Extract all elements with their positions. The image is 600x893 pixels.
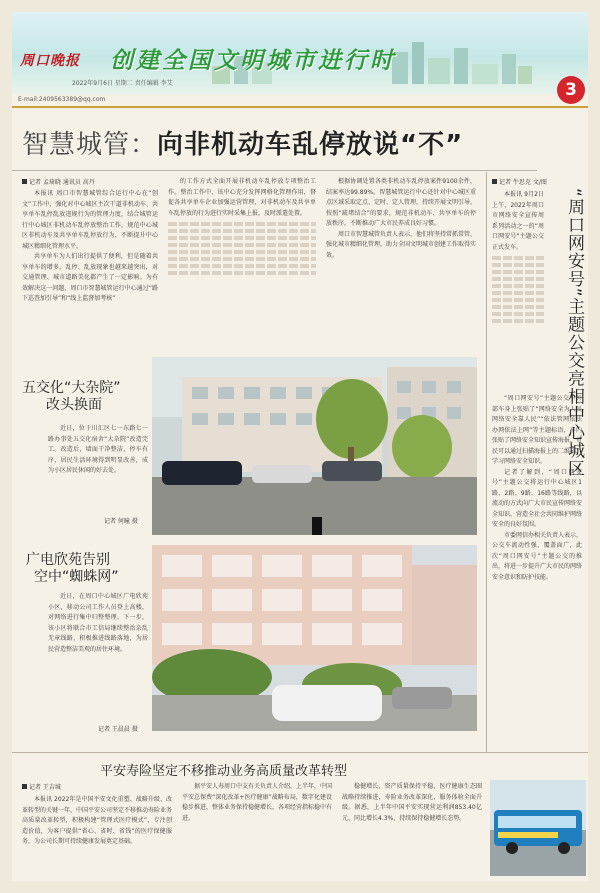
header-rule — [12, 106, 588, 108]
article1-byline: 记者 孟琦晓 通讯员 高丹 — [22, 177, 95, 186]
newspaper-logo: 周口晚报 — [20, 53, 80, 69]
article5-title: 平安寿险坚定不移推动业务高质量改革转型 — [100, 764, 348, 779]
article2-title: 五交化“大杂院” 改头换面 — [22, 380, 121, 413]
article2-body: 近日，位于川汇区七一东路七一路办事处五交化宿舍“大杂院”改造完工。改造后，墙面干净整洁，停车有序，居民生活环境得到明显改善，成为小区居民休闲的好去处。 — [48, 425, 148, 474]
courtyard-photo — [152, 357, 477, 535]
article4-column-top: 本报讯 9月2日上午，2022年周口市网络安全宣传周系列活动之一的“周口网安号”主题公交正式发车。 — [492, 190, 544, 386]
article3-title: 广电欣苑告别 空中“蜘蛛网” — [26, 552, 119, 585]
article2-photo-credit: 记者 何曈 摄 — [104, 518, 138, 525]
article5-column-1: 本报讯 2022年是中国平安文化重塑、战略升级、改革转型的关键一年，中国平安公司坚定不移推动寿险业务高质量改革转型，积极构建“管理式医疗模式”，专注创造价值，为客户提供“省心、省时、省钱”的医疗保健服务，为公司长期可持续健康发展奠定基础。 — [22, 796, 172, 845]
page-number-badge: 3 — [557, 76, 585, 104]
divider — [12, 170, 537, 171]
section-divider — [12, 752, 588, 753]
newspaper-page — [12, 12, 588, 881]
article1-column-1: 本报讯 周口市智慧城管综合运行中心在“创文”工作中，强化对中心城区主次干道非机动车、共享单车乱停乱放违规行为的管理力度，结合城管运行中心城区非机动车乱停放整治工作，规范中心城区非机动车及共享单车乱停放行为，不断提升中心城区精细化管理水平。 共享单车为人们出行提供了便利，但是随着共享单车的增多，乱停、乱放现象也越来越突出，对交通管理、城市道路美化都产生了一定影响。为有效解决这一问题，周口市智慧城管运行中心通过“路下巡查加引导”和“线上监督加考核” — [22, 190, 158, 302]
article1-column-2: 的工作方式全面开展非机动车乱停放专项整治工作。整治工作中，该中心充分发挥网格化管理作用，督促各共享单车企业加强运营管理，对非机动车及共享单车乱停放的行为进行实时采集上报，及时派遣处置。 — [168, 177, 316, 357]
article5-byline: 记者 王吉城 — [22, 782, 61, 791]
article1-column-3: 根据协调处置各类非机动车乱停放案件9100余件，结案率达99.89%。智慧城管运行中心还针对中心城区重点区域采取定点、定时、定人管理，持续开展文明引导，按照“疏堵结合”的要求，规范非机动车、共享单车的停放秩序，不断推动广大市民养成良好习惯。 周口市智慧城管负责人表示，他们将坚持常抓常管，强化城市精细化管理，助力全国文明城市创建工作取得实效。 — [326, 178, 476, 259]
article5-column-2: 据平安人寿周口中支有关负责人介绍，上半年，中国平安总保费“深化改革+医疗健康”战略布局，数字化建设稳步推进，整体业务保持稳健增长，各项经营指标稳中有进。 — [182, 783, 332, 822]
headline-kicker: 智慧城管： — [22, 130, 158, 160]
article3-photo-credit: 记者 王晨晨 摄 — [98, 726, 138, 733]
article4-byline: 记者 牛思克 文/图 — [492, 177, 547, 186]
article3-body: 近日，在周口中心城区广电欣苑小区，移动公司工作人员登上高楼，对网络进行集中归整整理。下一步，该小区将联合市工信局继续整治杂乱无章线路，积极推进线路落地，为居民营造整洁美观的居住环境。 — [48, 593, 148, 653]
column-divider — [486, 172, 487, 752]
headline-main: 向非机动车乱停放说“不” — [157, 130, 464, 160]
lead-headline — [22, 124, 582, 161]
residential-building-photo — [152, 545, 477, 731]
page-banner — [12, 12, 588, 94]
article4-vertical-headline: “周口网安号”主题公交亮相中心城区 — [564, 188, 584, 478]
bus-photo — [490, 780, 586, 876]
contact-email: E-mail:2409563389@qq.com — [18, 96, 106, 103]
article4-column-bottom: “周口网安号”主题公交车外部车身上张贴了“网络安全为人民网络安全靠人民”“依法管网依法办网依法上网”等主题标语，车内张贴了网络安全知识宣传海报，市民可以通过扫描海报上的二维码，学习网络安全知识。 记者了解到，“周口网安号”主题公交将运行中心城区1路、2路、9路、16路等线路，以流动的方式向广大市民宣传网络安全知识，营造全社会共同维护网络安全的良好氛围。 市委网信办相关负责人表示，公交车流动性强、覆盖面广，此次“周口网安号”主题公交的推出，将进一步提升广大市民的网络安全意识和防护技能。 — [492, 395, 582, 581]
article5-column-3: 稳健增长，资产质量保持平稳，医疗健康生态圈战略持续推进，寿险业务改革深化，服务体验全面升级。据悉，上半年中国平安实现营运利润853.40亿元，同比增长4.3%，持续保持稳健增长态势。 — [342, 783, 482, 822]
issue-info: 2022年9月6日 星期二 责任编辑 李艾 — [72, 80, 173, 87]
banner-title: 创建全国文明城市进行时 — [110, 48, 396, 74]
